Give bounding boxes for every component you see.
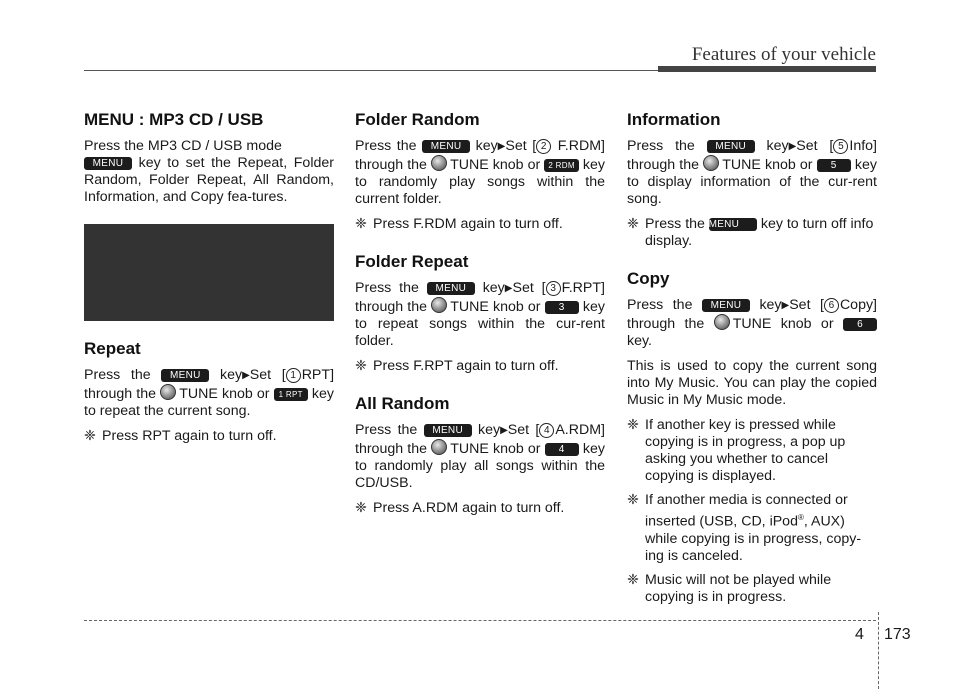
note-bullet-icon: ❈ xyxy=(355,500,367,516)
text: key xyxy=(477,422,501,438)
chapter-number: 4 xyxy=(855,626,864,643)
text: through the xyxy=(627,157,700,173)
circled-number-icon: 4 xyxy=(539,423,554,438)
circled-number-icon: 2 xyxy=(536,139,551,154)
tune-knob-icon xyxy=(431,155,447,171)
text: Press F.RDM again to turn off. xyxy=(373,216,563,232)
key-5-icon: 5 xyxy=(817,159,851,172)
section-heading-repeat: Repeat xyxy=(84,339,141,358)
footer-rule xyxy=(84,620,876,621)
text: key to randomly play songs within the current folder. xyxy=(355,157,605,207)
text: Press the xyxy=(84,367,151,383)
section-heading-copy: Copy xyxy=(627,269,670,288)
text: F.RPT] xyxy=(561,280,605,296)
text: through the xyxy=(84,386,157,402)
note-bullet-icon: ❈ xyxy=(627,571,639,588)
note-folder-random xyxy=(355,216,605,233)
arrow-right-icon: ▶ xyxy=(781,300,790,311)
arrow-right-icon: ▶ xyxy=(504,283,513,294)
text: Press the xyxy=(645,216,705,232)
note-bullet-icon: ❈ xyxy=(84,428,96,444)
tune-knob-icon xyxy=(160,384,176,400)
text: If another media is connected or inserted (USB, CD, iPod xyxy=(645,492,848,530)
text: key xyxy=(582,441,605,457)
section-heading-all-random: All Random xyxy=(355,394,450,413)
text: key. xyxy=(627,333,652,349)
note-copy-1 xyxy=(627,417,877,485)
tune-knob-icon xyxy=(714,314,730,330)
text: Music will not be played while copying is in progress. xyxy=(645,571,832,605)
rdm-key-icon: 2 RDM xyxy=(544,159,578,172)
text: key to repeat the current song. xyxy=(84,386,334,419)
text: If another key is pressed while copying is in progress, a pop up asking you whether to cancel copying is displayed. xyxy=(645,417,846,484)
text: TUNE knob or xyxy=(732,316,834,332)
column-3 xyxy=(627,110,877,613)
menu-key-icon: MENU xyxy=(427,282,475,295)
text: key xyxy=(475,138,498,154)
text: Press the xyxy=(627,138,695,154)
note-folder-repeat xyxy=(355,358,605,375)
note-bullet-icon: ❈ xyxy=(627,417,639,433)
circled-number-icon: 6 xyxy=(824,298,839,313)
circled-number-icon: 5 xyxy=(833,139,848,154)
text: Press the xyxy=(627,297,693,313)
arrow-right-icon: ▶ xyxy=(497,141,506,152)
menu-key-icon: MENU xyxy=(709,218,757,231)
text: Press the xyxy=(355,138,417,154)
text: Press the MP3 CD / USB mode xyxy=(84,138,282,154)
note-repeat xyxy=(84,428,334,445)
note-copy-3 xyxy=(627,572,877,606)
figure-image xyxy=(84,224,334,321)
text: key xyxy=(220,367,243,383)
text: Set [ xyxy=(507,422,540,438)
all-random-paragraph xyxy=(355,422,605,492)
folder-repeat-paragraph xyxy=(355,280,605,350)
text: Press the xyxy=(355,280,419,296)
note-bullet-icon: ❈ xyxy=(627,492,639,508)
page-header-title: Features of your vehicle xyxy=(691,44,876,65)
text: RPT] xyxy=(301,367,335,383)
circled-number-icon: 3 xyxy=(546,281,561,296)
text: , AUX) while copying is in progress, copy-ing is canceled. xyxy=(645,513,862,564)
note-bullet-icon: ❈ xyxy=(627,216,639,232)
section-heading-menu: MENU : MP3 CD / USB xyxy=(84,110,264,129)
text: key xyxy=(766,138,789,154)
note-bullet-icon: ❈ xyxy=(355,358,367,374)
text: Press F.RPT again to turn off. xyxy=(373,358,559,374)
text: F.RDM] through the xyxy=(355,138,605,173)
text: TUNE knob or xyxy=(450,299,541,315)
tune-knob-icon xyxy=(431,439,447,455)
tune-knob-icon xyxy=(431,297,447,313)
page-number: 173 xyxy=(884,626,911,643)
section-heading-folder-repeat: Folder Repeat xyxy=(355,252,469,271)
key-6-icon: 6 xyxy=(843,318,877,331)
intro-paragraph xyxy=(84,138,334,206)
text: Press RPT again to turn off. xyxy=(102,428,277,444)
section-heading-folder-random: Folder Random xyxy=(355,110,480,129)
text: key to display information of the cur-rent song. xyxy=(627,157,877,207)
menu-key-icon: MENU xyxy=(702,299,750,312)
menu-key-icon: MENU xyxy=(707,140,755,153)
menu-key-icon: MENU xyxy=(422,140,470,153)
text: key to set the Repeat, Folder Random, Folder Repeat, All Random, Information, and Copy fea-tures. xyxy=(84,155,334,205)
section-heading-information: Information xyxy=(627,110,721,129)
arrow-right-icon: ▶ xyxy=(242,370,250,381)
note-bullet-icon: ❈ xyxy=(355,216,367,232)
text: TUNE knob or xyxy=(450,441,541,457)
menu-key-icon: MENU xyxy=(424,424,472,437)
text: key xyxy=(482,280,505,296)
footer-divider xyxy=(878,612,879,689)
text: to randomly play all songs within the CD/USB. xyxy=(355,458,605,491)
information-paragraph xyxy=(627,138,877,208)
menu-key-icon: MENU xyxy=(161,369,209,382)
tune-knob-icon xyxy=(703,155,719,171)
folder-random-paragraph xyxy=(355,138,605,208)
note-information xyxy=(627,216,877,250)
text: Press the xyxy=(355,422,418,438)
circled-number-icon: 1 xyxy=(286,368,301,383)
arrow-right-icon: ▶ xyxy=(500,425,508,436)
copy-description: This is used to copy the current song into My Music. You can play the copied Music in My Music mode. xyxy=(627,358,877,408)
note-all-random xyxy=(355,500,605,517)
text: key to turn off info display. xyxy=(645,216,874,249)
repeat-paragraph xyxy=(84,367,334,420)
text: Set [ xyxy=(249,367,286,383)
text: Info] xyxy=(849,138,877,154)
column-1 xyxy=(84,110,334,452)
registered-mark: ® xyxy=(797,513,804,522)
header-rule-thick xyxy=(658,66,876,72)
note-copy-2 xyxy=(627,492,877,565)
text: key to repeat songs within the cur-rent folder. xyxy=(355,299,605,349)
menu-key-icon: MENU xyxy=(84,157,132,170)
text: key xyxy=(759,297,782,313)
text: Press A.RDM again to turn off. xyxy=(373,500,565,516)
column-2 xyxy=(355,110,605,524)
text: TUNE knob or xyxy=(722,157,813,173)
text: Copy] xyxy=(839,297,877,313)
text: through the xyxy=(355,299,428,315)
text: through the xyxy=(355,441,428,457)
arrow-right-icon: ▶ xyxy=(788,141,797,152)
key-4-icon: 4 xyxy=(545,443,579,456)
copy-paragraph xyxy=(627,297,877,350)
text: A.RDM] xyxy=(555,422,605,438)
text: through the xyxy=(627,316,705,332)
rpt-key-icon: 1 RPT xyxy=(274,388,308,401)
text: Set [ xyxy=(796,138,834,154)
text: TUNE knob or xyxy=(179,386,270,402)
text: Set [ xyxy=(512,280,546,296)
key-3-icon: 3 xyxy=(545,301,579,314)
text: Set [ xyxy=(505,138,537,154)
text: TUNE knob or xyxy=(450,157,541,173)
text: Set [ xyxy=(789,297,824,313)
